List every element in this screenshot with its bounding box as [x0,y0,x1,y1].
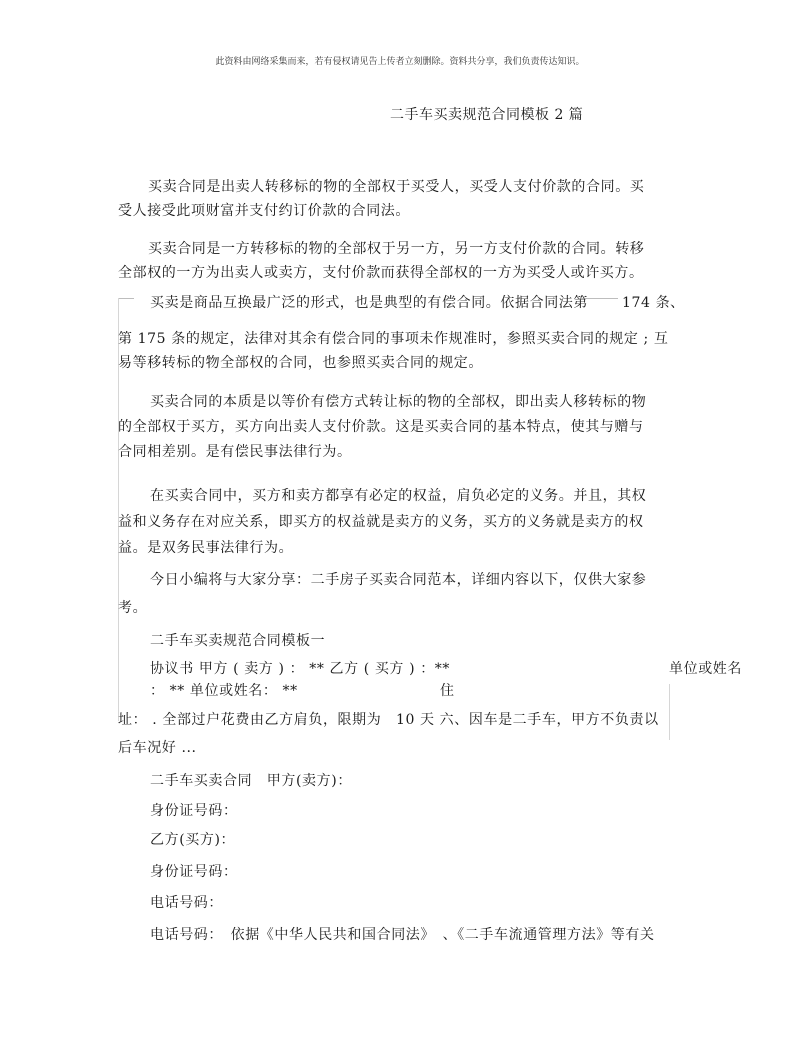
body-line: 买卖合同的本质是以等价有偿方式转让标的物的全部权，即出卖人移转标的物 [150,394,647,410]
body-line: 后车况好 ... [118,740,197,756]
body-line: 二手车买卖规范合同模板一 [150,633,326,649]
body-line: 全部权的一方为出卖人或卖方，支付价款而获得全部权的一方为买受人或许买方。 [118,265,644,281]
frame-border-right [669,684,670,740]
body-line: 单位或姓名 [669,661,742,677]
body-line: 电话号码： 依据《中华人民共和国合同法》 、《二手车流通管理方法》等有关 [150,927,655,943]
body-line: 的全部权于买方，买方向出卖人支付价款。这是买卖合同的基本特点，使其与赠与 [118,419,644,435]
body-line: 址： . 全部过户花费由乙方肩负，限期为 10 天 六、因车是二手车，甲方不负责以 [118,712,659,728]
body-line: 受人接受此项财富并支付约订价款的合同法。 [118,203,410,219]
body-line: 今日小编将与大家分享：二手房子买卖合同范本，详细内容以下，仅供大家参 [150,572,647,588]
body-line: 买卖合同是一方转移标的物的全部权于另一方，另一方支付价款的合同。转移 [148,241,645,257]
body-line: 益。是双务民事法律行为。 [118,540,294,556]
body-line: 乙方(买方)： [150,832,236,848]
body-line: 身份证号码： [150,803,238,819]
body-line: 住 [440,683,455,699]
body-line: 买卖合同是出卖人转移标的物的全部权于买受人，买受人支付价款的合同。买 [148,179,645,195]
body-line: 电话号码： [150,895,223,911]
body-line: 合同相差别。是有偿民事法律行为。 [118,444,352,460]
header-note: 此资料由网络采集而来，若有侵权请见告上传者立刻删除。资料共分享，我们负责传达知识。 [215,57,585,67]
body-line: 协议书 甲方 ( 卖方 ) ： ** 乙方 ( 买方 ) ：** [150,661,450,677]
frame-border-top [118,298,134,299]
document-title: 二手车买卖规范合同模板 2 篇 [390,107,584,123]
body-line: 易等移转标的物全部权的合同，也参照买卖合同的规定。 [118,355,483,371]
body-line: 第 175 条的规定，法律对其余有偿合同的事项未作规准时，参照买卖合同的规定 ; 互 [118,331,669,347]
body-line: 在买卖合同中，买方和卖方都享有必定的权益，肩负必定的义务。并且，其权 [150,488,647,504]
body-line: 身份证号码： [150,864,238,880]
body-line: 益和义务存在对应关系，即买方的权益就是卖方的义务，买方的义务就是卖方的权 [118,514,644,530]
body-line: 考。 [118,600,148,616]
body-line: 174 条、 [622,295,685,311]
body-line: 二手车买卖合同 甲方(卖方)： [150,773,352,789]
body-line: ： ** 单位或姓名： ** [150,683,298,699]
body-line: 买卖是商品互换最广泛的形式，也是典型的有偿合同。依据合同法第 [150,295,588,311]
